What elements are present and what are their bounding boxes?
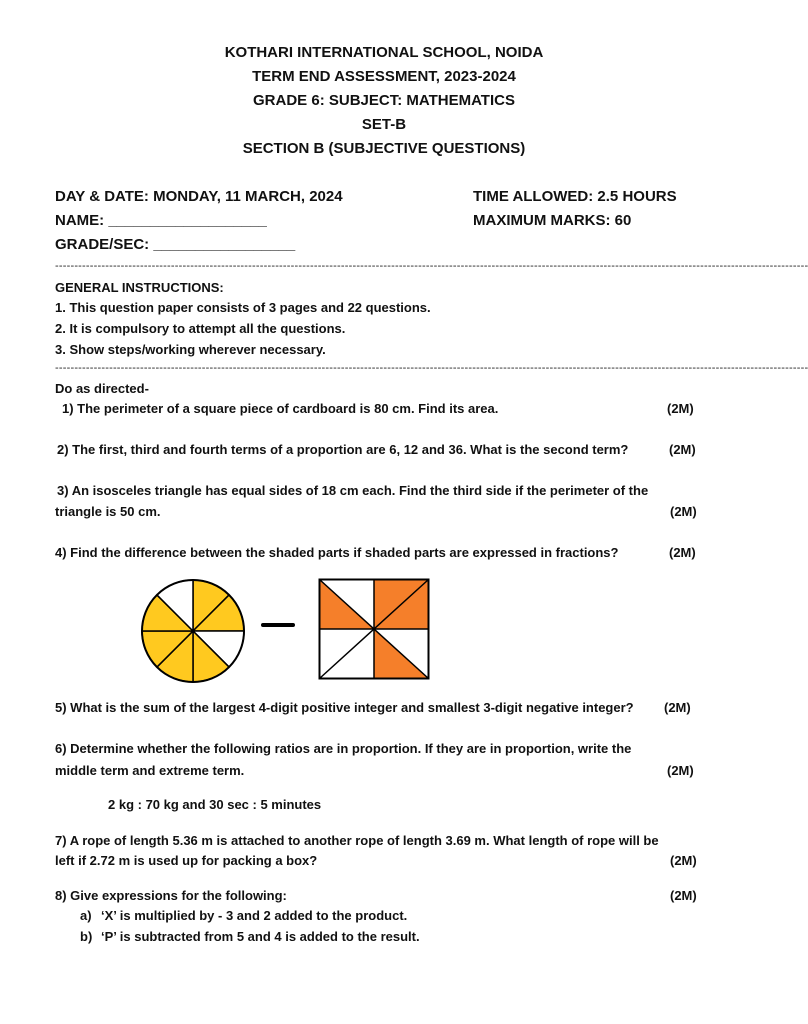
question-2: 2) The first, third and fourth terms of a proportion are 6, 12 and 36. What is the second term?	[57, 442, 629, 457]
question-8-marks: (2M)	[670, 888, 697, 903]
question-6-marks: (2M)	[667, 763, 694, 778]
maximum-marks: MAXIMUM MARKS: 60	[473, 212, 632, 229]
question-8a: ‘X’ is multiplied by - 3 and 2 added to the product.	[101, 908, 408, 923]
question-5-marks: (2M)	[664, 700, 691, 715]
section-title: SECTION B (SUBJECTIVE QUESTIONS)	[242, 140, 526, 157]
question-8b-label: b)	[80, 929, 93, 944]
question-1-marks: (2M)	[667, 401, 694, 416]
grade-sec-field: GRADE/SEC: _________________	[55, 236, 296, 253]
instruction-item: 3. Show steps/working wherever necessary.	[55, 342, 326, 357]
instruction-item: 1. This question paper consists of 3 pages and 22 questions.	[55, 300, 431, 315]
instructions-title: GENERAL INSTRUCTIONS:	[55, 280, 224, 295]
question-6-ratios: 2 kg : 70 kg and 30 sec : 5 minutes	[108, 797, 322, 812]
school-name: KOTHARI INTERNATIONAL SCHOOL, NOIDA	[224, 44, 544, 61]
question-5: 5) What is the sum of the largest 4-digit positive integer and smallest 3-digit negative integer?	[55, 700, 634, 715]
question-6-line-1: 6) Determine whether the following ratios are in proportion. If they are in proportion, write the	[55, 741, 632, 756]
question-4: 4) Find the difference between the shaded parts if shaded parts are expressed in fractions?	[55, 545, 619, 560]
question-2-marks: (2M)	[669, 442, 696, 457]
question-8b: ‘P’ is subtracted from 5 and 4 is added to the result.	[101, 929, 420, 944]
directive: Do as directed-	[55, 381, 149, 396]
name-field: NAME: ___________________	[55, 212, 267, 229]
question-4-marks: (2M)	[669, 545, 696, 560]
time-allowed: TIME ALLOWED: 2.5 HOURS	[473, 188, 677, 205]
day-date: DAY & DATE: MONDAY, 11 MARCH, 2024	[55, 188, 343, 205]
question-7-line-2: left if 2.72 m is used up for packing a box?	[55, 853, 318, 868]
question-7-marks: (2M)	[670, 853, 697, 868]
shaded-circle-figure	[140, 578, 246, 684]
question-3-line-2: triangle is 50 cm.	[55, 504, 161, 519]
grade-subject: GRADE 6: SUBJECT: MATHEMATICS	[253, 92, 515, 109]
question-6-line-2: middle term and extreme term.	[55, 763, 245, 778]
question-3-marks: (2M)	[670, 504, 697, 519]
shaded-square-figure	[318, 578, 430, 680]
instruction-item: 2. It is compulsory to attempt all the questions.	[55, 321, 346, 336]
minus-sign	[260, 620, 296, 630]
separator-top: ---------------------------------------------------------------------------------------------------------------------------------------------------------------------------------------------------	[55, 260, 808, 272]
question-3-line-1: 3) An isosceles triangle has equal sides of 18 cm each. Find the third side if the perimeter of the	[57, 483, 649, 498]
set-label: SET-B	[361, 116, 407, 133]
question-7-line-1: 7) A rope of length 5.36 m is attached to another rope of length 3.69 m. What length of rope will be	[55, 833, 659, 848]
question-8: 8) Give expressions for the following:	[55, 888, 287, 903]
question-1: 1) The perimeter of a square piece of cardboard is 80 cm. Find its area.	[62, 401, 499, 416]
exam-title: TERM END ASSESSMENT, 2023-2024	[252, 68, 516, 85]
question-8a-label: a)	[80, 908, 92, 923]
separator-bottom: ---------------------------------------------------------------------------------------------------------------------------------------------------------------------------------------------------	[55, 362, 808, 374]
